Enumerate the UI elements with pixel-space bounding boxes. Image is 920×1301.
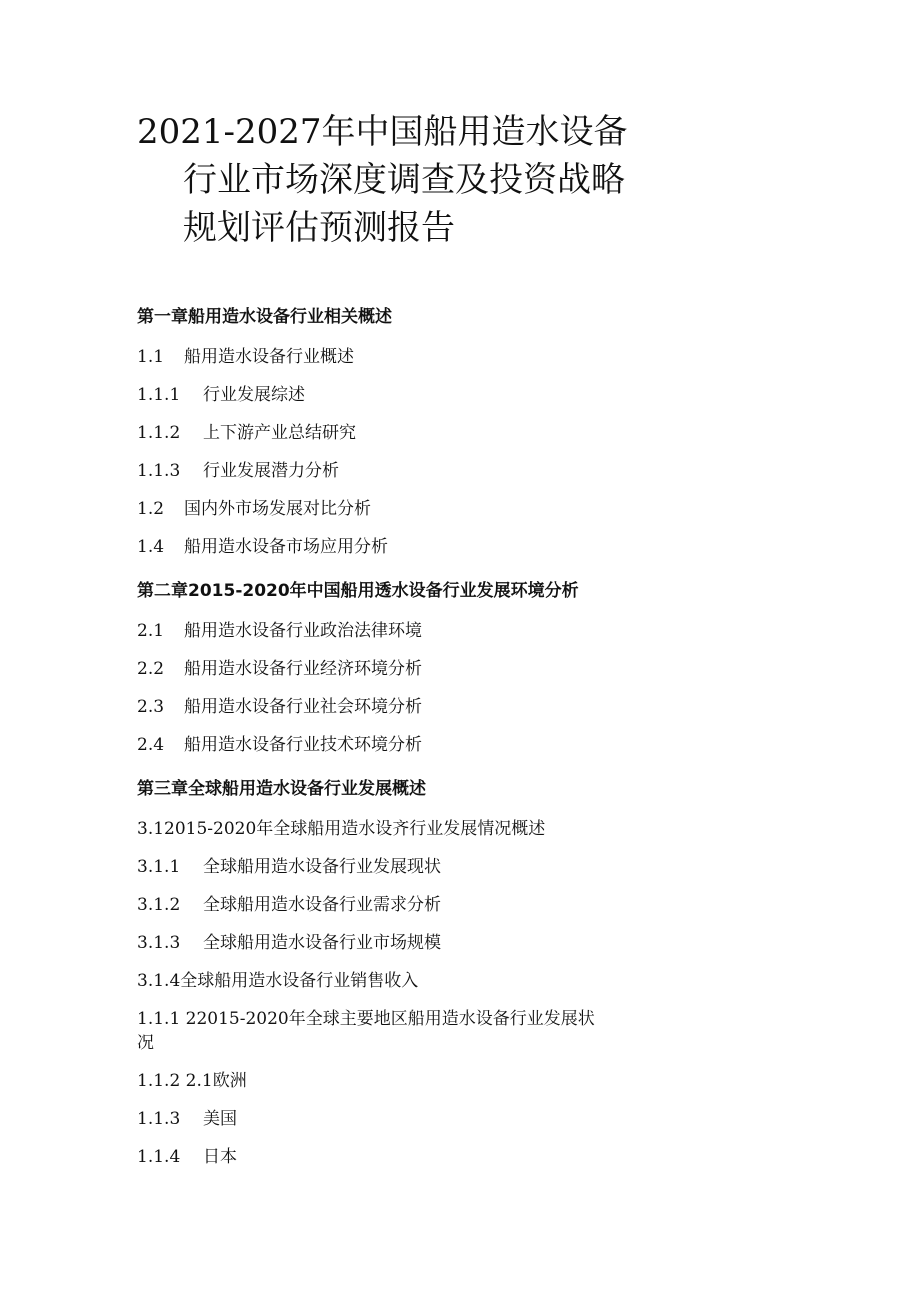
toc-item-1-1-3 — [137, 460, 339, 482]
toc-text: 日本 — [203, 1147, 237, 1167]
toc-number: 3.1.2 — [137, 895, 181, 915]
toc-item-3-1-2 — [137, 894, 441, 916]
toc-number: 1.2 — [137, 499, 165, 519]
toc-text: 国内外市场发展对比分析 — [184, 499, 371, 519]
chapter-1-heading: 第一章船用造水设备行业相关概述 — [137, 307, 392, 327]
toc-text: 全球船用造水设备行业市场规模 — [203, 933, 441, 953]
toc-text: 船用造水设备行业社会环境分析 — [184, 697, 422, 717]
toc-text: 行业发展综述 — [203, 385, 305, 405]
chapter-2-heading: 第二章2015-2020年中国船用透水设备行业发展环境分析 — [137, 581, 579, 601]
toc-item-1-1-1 — [137, 384, 305, 406]
toc-number: 2.3 — [137, 697, 165, 717]
toc-text: 船用造水设备行业政治法律环境 — [184, 621, 422, 641]
toc-number: 1.1.1 — [137, 385, 181, 405]
toc-item-2-3 — [137, 696, 422, 718]
toc-item-3-1-1 — [137, 856, 441, 878]
toc-number: 2.1 — [137, 621, 165, 641]
toc-item-usa — [137, 1108, 237, 1130]
toc-number: 1.4 — [137, 537, 165, 557]
toc-item-3-1: 3.12015-2020年全球船用造水设齐行业发展情况概述 — [137, 819, 546, 839]
toc-text: 船用造水设备行业经济环境分析 — [184, 659, 422, 679]
toc-number: 1.1.2 — [137, 423, 181, 443]
toc-text: 全球船用造水设备行业发展现状 — [203, 857, 441, 877]
toc-item-2-2 — [137, 658, 422, 680]
toc-number: 1.1 — [137, 347, 165, 367]
toc-number: 3.1.1 — [137, 857, 181, 877]
toc-text: 船用造水设备行业概述 — [184, 347, 354, 367]
toc-item-3-1-4: 3.1.4全球船用造水设备行业销售收入 — [137, 971, 419, 991]
toc-item-2-1 — [137, 620, 422, 642]
toc-number: 3.1.3 — [137, 933, 181, 953]
toc-item-japan — [137, 1146, 237, 1168]
toc-item-1-2 — [137, 498, 371, 520]
toc-text: 行业发展潜力分析 — [203, 461, 339, 481]
toc-item-1-1-2 — [137, 422, 356, 444]
toc-item-1-1 — [137, 346, 354, 368]
chapter-3-heading: 第三章全球船用造水设备行业发展概述 — [137, 779, 426, 799]
toc-item-1-4 — [137, 536, 388, 558]
toc-item-regions-line-1: 1.1.1 22015-2020年全球主要地区船用造水设备行业发展状 — [137, 1009, 595, 1029]
toc-item-2-4 — [137, 734, 422, 756]
report-title-line-2: 行业市场深度调查及投资战略 — [183, 160, 625, 200]
toc-item-3-1-3 — [137, 932, 441, 954]
report-title-line-1: 2021-2027年中国船用造水设备 — [137, 112, 628, 152]
toc-number: 2.2 — [137, 659, 165, 679]
toc-text: 美国 — [203, 1109, 237, 1129]
toc-text: 全球船用造水设备行业需求分析 — [203, 895, 441, 915]
toc-number: 1.1.3 — [137, 1109, 181, 1129]
toc-number: 2.4 — [137, 735, 165, 755]
toc-text: 船用造水设备市场应用分析 — [184, 537, 388, 557]
toc-text: 上下游产业总结研究 — [203, 423, 356, 443]
toc-text: 船用造水设备行业技术环境分析 — [184, 735, 422, 755]
toc-item-europe: 1.1.2 2.1欧洲 — [137, 1071, 247, 1091]
toc-number: 1.1.4 — [137, 1147, 181, 1167]
report-title-line-3: 规划评估预测报告 — [183, 208, 455, 248]
toc-number: 1.1.3 — [137, 461, 181, 481]
toc-item-regions-line-2: 况 — [137, 1033, 154, 1053]
